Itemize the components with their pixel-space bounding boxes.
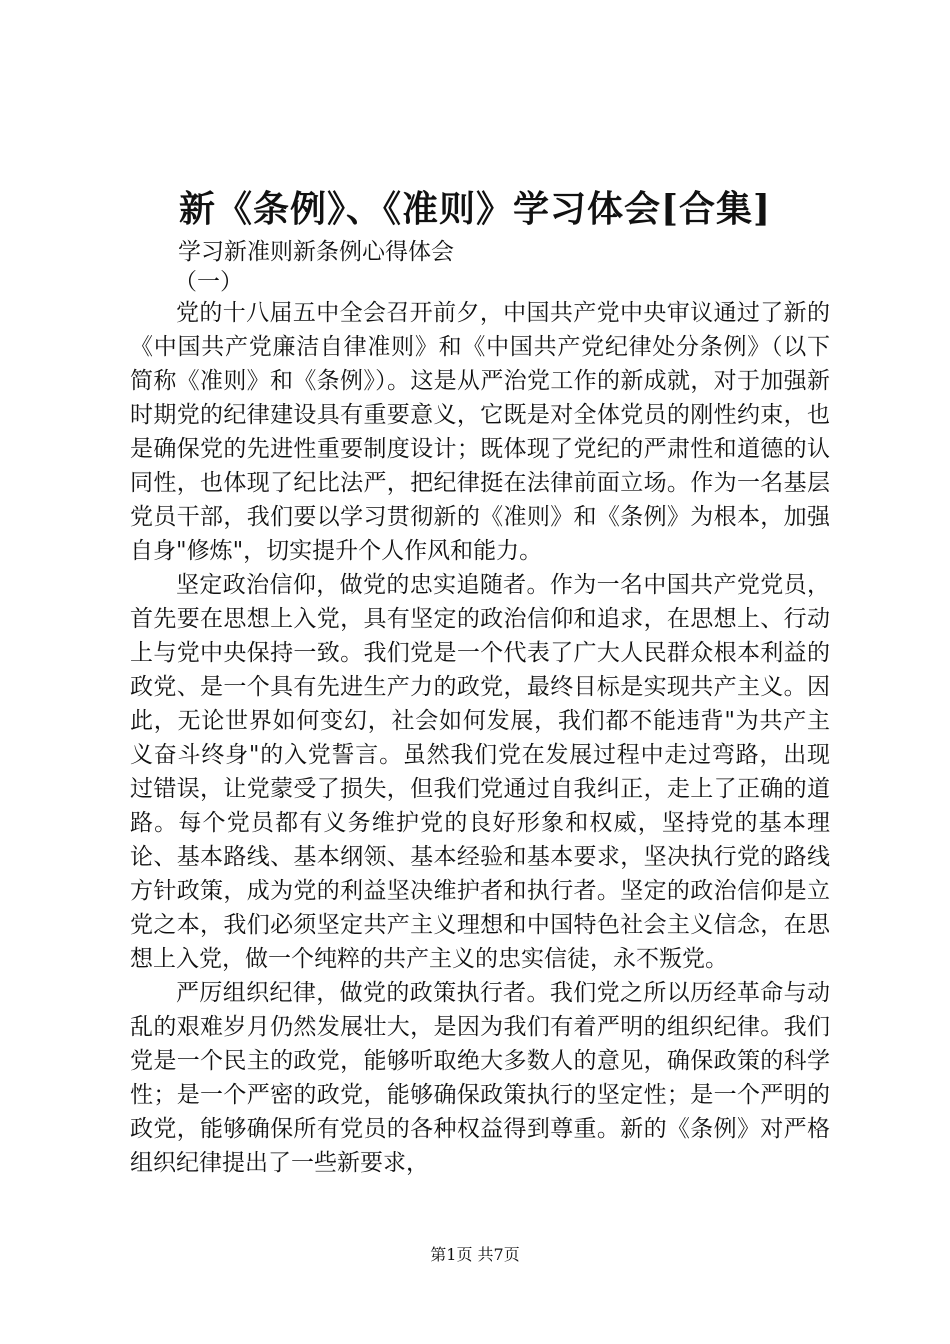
document-subtitle: 学习新准则新条例心得体会: [178, 239, 454, 265]
document-body: [130, 296, 830, 1180]
paragraph-3: 严厉组织纪律，做党的政策执行者。我们党之所以历经革命与动乱的艰难岁月仍然发展壮大，是因为我们有着严明的组织纪律。我们党是一个民主的政党，能够听取绝大多数人的意见，确保政策的科学性；是一个严密的政党，能够确保政策执行的坚定性；是一个严明的政党，能够确保所有党员的各种权益得到尊重。新的《条例》对严格组织纪律提出了一些新要求，: [130, 980, 830, 1176]
page-indicator: 第1页 共7页: [430, 1245, 520, 1264]
paragraph-1: 党的十八届五中全会召开前夕，中国共产党中央审议通过了新的《中国共产党廉洁自律准则》和《中国共产党纪律处分条例》（以下简称《准则》和《条例》）。这是从严治党工作的新成就，对于加强新时期党的纪律建设具有重要意义，它既是对全体党员的刚性约束，也是确保党的先进性重要制度设计；既体现了党纪的严肃性和道德的认同性，也体现了纪比法严，把纪律挺在法律前面立场。作为一名基层党员干部，我们要以学习贯彻新的《准则》和《条例》为根本，加强自身"修炼"，切实提升个人作风和能力。: [130, 300, 830, 564]
paragraph-2: 坚定政治信仰，做党的忠实追随者。作为一名中国共产党党员，首先要在思想上入党，具有坚定的政治信仰和追求，在思想上、行动上与党中央保持一致。我们党是一个代表了广大人民群众根本利益的政党、是一个具有先进生产力的政党，最终目标是实现共产主义。因此，无论世界如何变幻，社会如何发展，我们都不能违背"为共产主义奋斗终身"的入党誓言。虽然我们党在发展过程中走过弯路，出现过错误，让党蒙受了损失，但我们党通过自我纠正，走上了正确的道路。每个党员都有义务维护党的良好形象和权威，坚持党的基本理论、基本路线、基本纲领、基本经验和基本要求，坚决执行党的路线方针政策，成为党的利益坚决维护者和执行者。坚定的政治信仰是立党之本，我们必须坚定共产主义理想和中国特色社会主义信念，在思想上入党，做一个纯粹的共产主义的忠实信徒，永不叛党。: [130, 572, 830, 972]
document-title: 新《条例》、《准则》学习体会[合集]: [178, 188, 772, 230]
section-number: （一）: [174, 269, 243, 295]
